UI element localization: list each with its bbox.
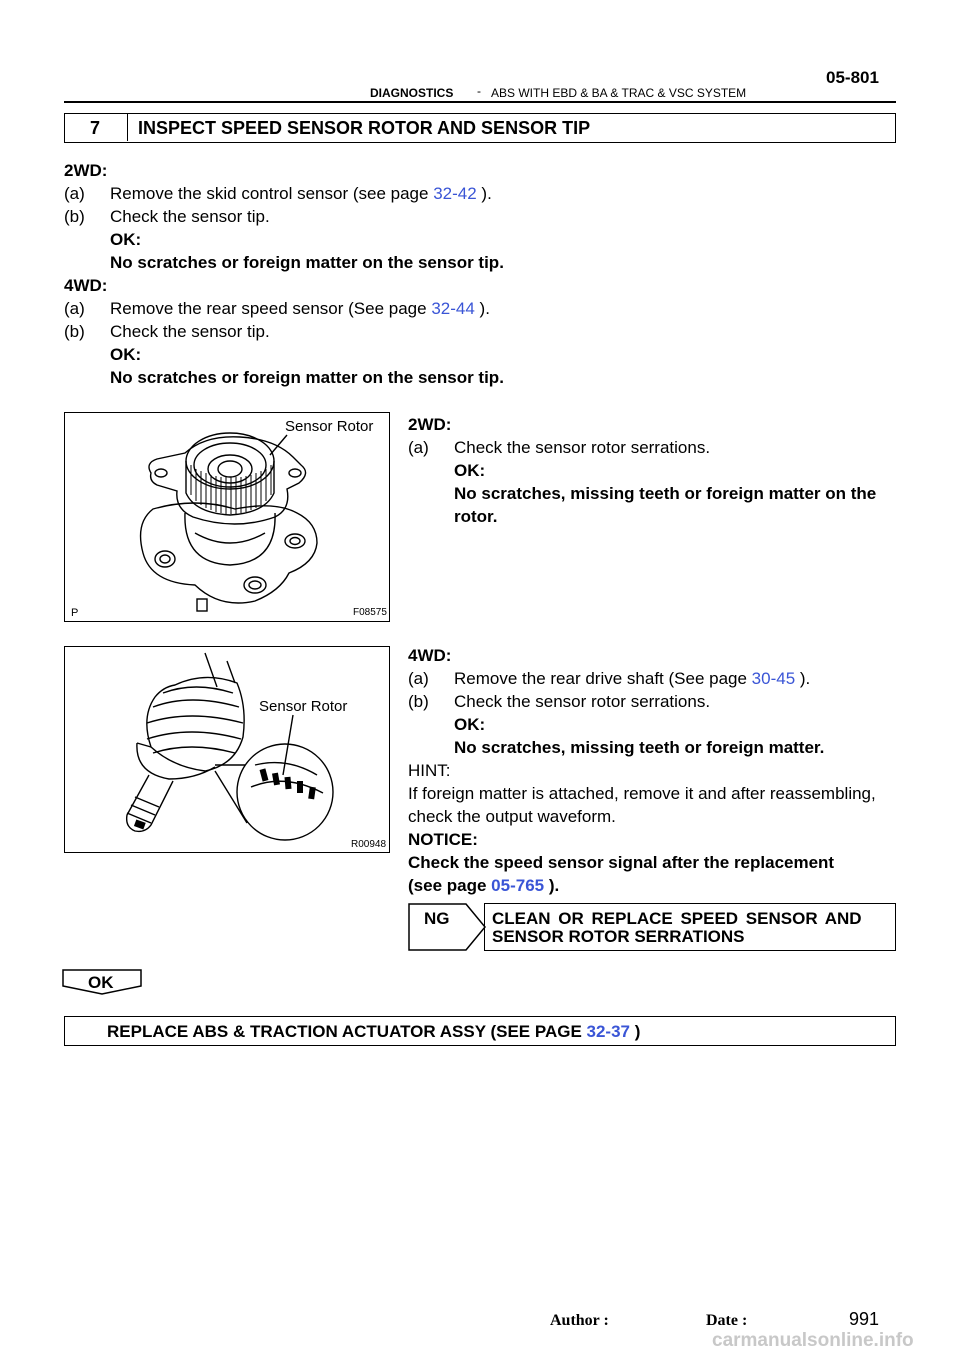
rotor-4wd-b-text: Check the sensor rotor serrations. bbox=[454, 692, 711, 711]
tip-4wd-a-end: ). bbox=[479, 299, 490, 318]
rotor-4wd-ok-text: No scratches, missing teeth or foreign matter. bbox=[454, 738, 825, 757]
figure1-code: F08575 bbox=[353, 607, 387, 618]
rotor-4wd-label: 4WD: bbox=[408, 646, 452, 665]
tip-2wd-a-end: ). bbox=[481, 184, 492, 203]
step-title: INSPECT SPEED SENSOR ROTOR AND SENSOR TIP bbox=[138, 118, 591, 138]
hint-line1: If foreign matter is attached, remove it and after reassembling, bbox=[408, 784, 876, 803]
tip-2wd-ok-label: OK: bbox=[110, 230, 142, 249]
header-rule bbox=[64, 101, 896, 103]
page-link-32-42[interactable]: 32-42 bbox=[433, 184, 477, 203]
rotor-4wd-ok-label: OK: bbox=[454, 715, 486, 734]
notice-line2 bbox=[408, 874, 559, 897]
notice-line1: Check the speed sensor signal after the replacement bbox=[408, 853, 835, 872]
footer-date: Date : bbox=[706, 1312, 748, 1329]
watermark: carmanualsonline.info bbox=[712, 1330, 914, 1351]
page-link-30-45[interactable]: 30-45 bbox=[751, 669, 796, 688]
notice-label: NOTICE: bbox=[408, 830, 478, 849]
step-title-box bbox=[64, 113, 896, 143]
tip-2wd-a-body: Remove the skid control sensor (see page bbox=[110, 184, 429, 203]
rotor-2wd-ok-line1: No scratches, missing teeth or foreign matter on the bbox=[454, 484, 877, 503]
hint-label: HINT: bbox=[408, 761, 451, 780]
replace-action-text bbox=[107, 1020, 640, 1043]
ng-label: NG bbox=[424, 909, 450, 928]
header-dash: - bbox=[477, 84, 481, 98]
tip-2wd-label: 2WD: bbox=[64, 161, 108, 180]
figure-drive-shaft-rotor bbox=[64, 646, 390, 853]
tip-4wd-ok-label: OK: bbox=[110, 345, 142, 364]
footer-page-number: 991 bbox=[849, 1309, 880, 1329]
figure1-label: Sensor Rotor bbox=[285, 418, 374, 435]
page-link-32-44[interactable]: 32-44 bbox=[431, 299, 475, 318]
tip-4wd-b-text: Check the sensor tip. bbox=[110, 322, 270, 341]
section-name: DIAGNOSTICS bbox=[370, 86, 454, 100]
rotor-4wd-a-end: ). bbox=[799, 669, 811, 688]
replace-action-end: ) bbox=[634, 1022, 641, 1041]
figure2-code: R00948 bbox=[351, 839, 387, 850]
tip-4wd-a-label: (a) bbox=[64, 299, 85, 318]
tip-2wd-b-text: Check the sensor tip. bbox=[110, 207, 270, 226]
rotor-2wd-ok-label: OK: bbox=[454, 461, 486, 480]
hint-line2: check the output waveform. bbox=[408, 807, 616, 826]
rotor-4wd-a-label: (a) bbox=[408, 669, 429, 688]
rotor-2wd-label: 2WD: bbox=[408, 415, 452, 434]
tip-4wd-label: 4WD: bbox=[64, 276, 108, 295]
page-link-32-37[interactable]: 32-37 bbox=[586, 1022, 630, 1041]
footer-author: Author : bbox=[550, 1312, 609, 1329]
rotor-4wd-a-body: Remove the rear drive shaft (See page bbox=[454, 669, 747, 688]
page-number: 05-801 bbox=[826, 68, 879, 87]
step-number: 7 bbox=[90, 118, 101, 138]
tip-4wd-a-text bbox=[110, 297, 490, 320]
ng-action-line2: SENSOR ROTOR SERRATIONS bbox=[492, 927, 745, 946]
tip-2wd-ok-text: No scratches or foreign matter on the sensor tip. bbox=[110, 253, 504, 272]
tip-4wd-ok-text: No scratches or foreign matter on the sensor tip. bbox=[110, 368, 504, 387]
figure-hub-sensor-rotor bbox=[64, 412, 390, 622]
drive-shaft-illustration bbox=[65, 647, 388, 851]
ng-action-line1: CLEAN OR REPLACE SPEED SENSOR AND bbox=[492, 909, 862, 928]
tip-2wd-b-label: (b) bbox=[64, 207, 85, 226]
ok-tab-label: OK bbox=[88, 973, 114, 992]
rotor-2wd-a-text: Check the sensor rotor serrations. bbox=[454, 438, 711, 457]
hub-illustration bbox=[65, 413, 388, 620]
rotor-2wd-a-label: (a) bbox=[408, 438, 429, 457]
system-name: ABS WITH EBD & BA & TRAC & VSC SYSTEM bbox=[491, 86, 747, 100]
tip-2wd-a-label: (a) bbox=[64, 184, 85, 203]
tip-4wd-a-body: Remove the rear speed sensor (See page bbox=[110, 299, 427, 318]
figure2-label: Sensor Rotor bbox=[259, 698, 348, 715]
figure1-corner: P bbox=[71, 607, 79, 619]
tip-2wd-a-text bbox=[110, 182, 492, 205]
rotor-4wd-a-text bbox=[454, 667, 810, 690]
rotor-4wd-b-label: (b) bbox=[408, 692, 429, 711]
notice-line2-body: (see page bbox=[408, 876, 487, 895]
notice-line2-end: ). bbox=[548, 876, 560, 895]
replace-action-body: REPLACE ABS & TRACTION ACTUATOR ASSY (SEE PAGE bbox=[107, 1022, 582, 1041]
page-link-05-765[interactable]: 05-765 bbox=[491, 876, 545, 895]
rotor-2wd-ok-line2: rotor. bbox=[454, 507, 498, 526]
tip-4wd-b-label: (b) bbox=[64, 322, 85, 341]
